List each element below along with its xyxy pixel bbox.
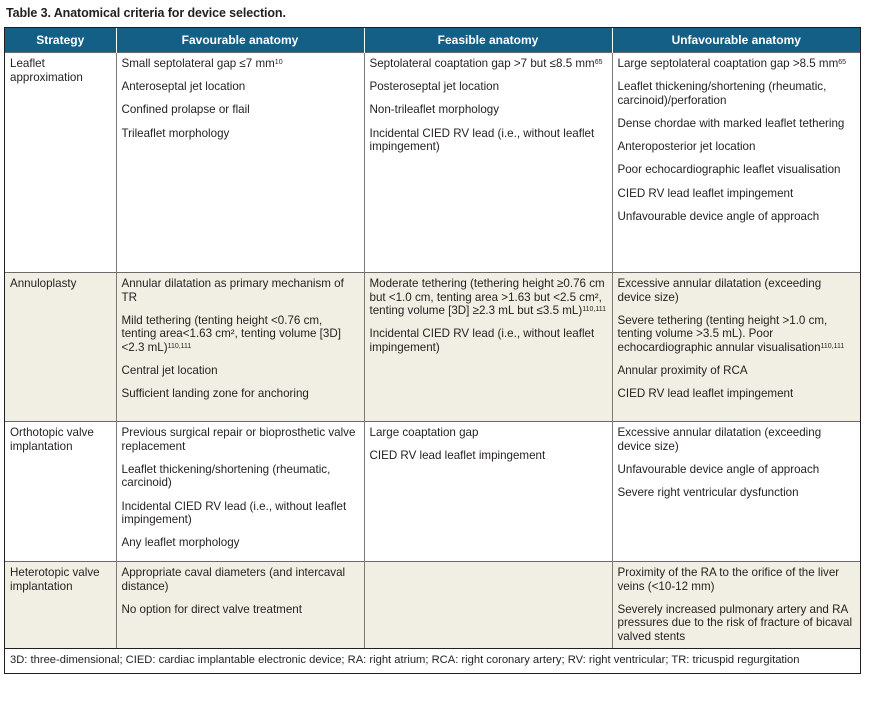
criterion-text: CIED RV lead leaflet impingement <box>617 387 794 401</box>
criterion-item <box>122 314 359 355</box>
criterion-item <box>618 463 856 477</box>
criterion-text: Excessive annular dilatation (exceeding device size) <box>617 426 822 453</box>
criterion-text: Mild tethering (tenting height <0.76 cm, tenting area<1.63 cm², tenting volume [3D] <2.3 mL) <box>121 313 341 354</box>
criterion-text: Poor echocardiographic leaflet visualisation <box>617 163 841 177</box>
strategy-cell: Annuloplasty <box>5 273 116 422</box>
criterion-item <box>618 210 856 224</box>
header-favourable: Favourable anatomy <box>116 28 364 53</box>
criterion-text: Severe right ventricular dysfunction <box>617 485 799 499</box>
criterion-text: Dense chordae with marked leaflet tethering <box>617 116 845 130</box>
strategy-cell: Orthotopic valve implantation <box>5 422 116 562</box>
header-strategy: Strategy <box>5 28 116 53</box>
criterion-text: Unfavourable device angle of approach <box>617 209 820 223</box>
criterion-item <box>618 314 856 355</box>
criterion-item <box>618 364 856 378</box>
feasible-cell <box>364 562 612 649</box>
criterion-text: Large coaptation gap <box>369 426 479 439</box>
reference-superscript: 110,111 <box>582 306 606 314</box>
feasible-cell <box>364 53 612 273</box>
criterion-text: No option for direct valve treatment <box>121 602 302 616</box>
criterion-item <box>370 426 607 440</box>
criterion-item <box>122 80 359 94</box>
strategy-cell: Heterotopic valve implantation <box>5 562 116 649</box>
table-title: Table 3. Anatomical criteria for device selection. <box>6 6 286 20</box>
criterion-item <box>370 277 607 318</box>
criterion-text: CIED RV lead leaflet impingement <box>369 449 546 463</box>
criterion-item <box>618 387 856 401</box>
criterion-text: Leaflet thickening/shortening (rheumatic, carcinoid)/perforation <box>617 80 827 107</box>
criterion-item <box>618 80 856 107</box>
criterion-text: Septolateral coaptation gap >7 but ≤8.5 mm <box>369 57 595 70</box>
favourable-cell <box>116 422 364 562</box>
header-unfavourable: Unfavourable anatomy <box>612 28 860 53</box>
criterion-item <box>122 103 359 117</box>
criterion-item <box>370 57 607 71</box>
criterion-text: Small septolateral gap ≤7 mm <box>121 57 275 70</box>
table-row <box>5 273 860 422</box>
criterion-text: CIED RV lead leaflet impingement <box>617 186 794 200</box>
table-footnote: 3D: three-dimensional; CIED: cardiac implantable electronic device; RA: right atrium; RCA: right coronary artery; RV: right ventricular; TR: tricuspid regurgitation <box>5 648 860 673</box>
table-row <box>5 53 860 273</box>
criterion-item <box>618 603 856 644</box>
criterion-item <box>618 566 856 593</box>
table-header-row <box>5 28 860 53</box>
criterion-item <box>122 426 359 453</box>
criterion-text: Annular dilatation as primary mechanism of TR <box>121 277 344 304</box>
criterion-item <box>122 566 359 593</box>
criterion-item <box>370 449 607 463</box>
criterion-text: Unfavourable device angle of approach <box>617 462 820 476</box>
criterion-text: Proximity of the RA to the orifice of the liver veins (<10-12 mm) <box>617 566 840 593</box>
criterion-item <box>370 103 607 117</box>
criterion-item <box>122 364 359 378</box>
criterion-item <box>618 163 856 177</box>
unfavourable-cell <box>612 422 860 562</box>
criterion-item <box>122 463 359 490</box>
criterion-text: Central jet location <box>121 364 218 378</box>
feasible-cell <box>364 273 612 422</box>
criterion-item <box>618 187 856 201</box>
criterion-item <box>122 57 359 71</box>
criterion-item <box>618 426 856 453</box>
reference-superscript: 65 <box>838 59 847 66</box>
table-row <box>5 562 860 649</box>
criterion-item <box>122 387 359 401</box>
criterion-item <box>122 277 359 304</box>
criterion-text: Severe tethering (tenting height >1.0 cm, tenting volume >3.5 mL). Poor echocardiographic annular visualisation <box>617 313 828 354</box>
criterion-item <box>122 536 359 550</box>
criterion-text: Anteroseptal jet location <box>121 80 246 94</box>
table-row <box>5 422 860 562</box>
criterion-text: Appropriate caval diameters (and intercaval distance) <box>121 566 346 593</box>
unfavourable-cell <box>612 562 860 649</box>
criterion-item <box>370 80 607 94</box>
criterion-item <box>122 603 359 617</box>
criterion-text: Any leaflet morphology <box>121 536 240 550</box>
criterion-item <box>618 486 856 500</box>
reference-superscript: 10 <box>274 59 283 66</box>
criterion-item <box>122 127 359 141</box>
criterion-text: Moderate tethering (tethering height ≥0.76 cm but <1.0 cm, tenting area >1.63 but <2.5 cm², tenting volume [3D] ≥2.3 mL but ≤3.5 mL) <box>369 277 605 318</box>
unfavourable-cell <box>612 273 860 422</box>
favourable-cell <box>116 273 364 422</box>
criterion-item <box>618 117 856 131</box>
criterion-item <box>370 127 607 154</box>
reference-superscript: 110,111 <box>167 342 192 350</box>
criterion-text: Leaflet thickening/shortening (rheumatic, carcinoid) <box>121 462 331 490</box>
strategy-cell: Leaflet approximation <box>5 53 116 273</box>
criterion-text: Sufficient landing zone for anchoring <box>121 387 309 401</box>
criterion-item <box>370 327 607 354</box>
criterion-item <box>122 500 359 527</box>
criterion-text: Previous surgical repair or bioprosthetic valve replacement <box>121 426 356 453</box>
criterion-text: Non-trileaflet morphology <box>369 103 500 117</box>
reference-superscript: 65 <box>594 59 603 66</box>
criterion-text: Large septolateral coaptation gap >8.5 mm <box>617 57 839 70</box>
criterion-text: Incidental CIED RV lead (i.e., without leaflet impingement) <box>369 327 595 354</box>
criterion-text: Confined prolapse or flail <box>121 103 250 117</box>
criterion-item <box>618 57 856 71</box>
criterion-text: Annular proximity of RCA <box>617 364 748 378</box>
header-feasible: Feasible anatomy <box>364 28 612 53</box>
criterion-text: Severely increased pulmonary artery and RA pressures due to the risk of fracture of bicaval valved stents <box>617 602 853 643</box>
criterion-text: Posteroseptal jet location <box>369 80 500 94</box>
criterion-item <box>618 277 856 304</box>
feasible-cell <box>364 422 612 562</box>
criteria-table-container <box>4 27 861 674</box>
criterion-text: Trileaflet morphology <box>121 126 230 140</box>
criteria-table <box>5 28 860 648</box>
criterion-text: Anteroposterior jet location <box>617 140 756 154</box>
criterion-item <box>618 140 856 154</box>
criterion-text: Incidental CIED RV lead (i.e., without leaflet impingement) <box>369 126 595 154</box>
criterion-text: Excessive annular dilatation (exceeding device size) <box>617 277 822 304</box>
favourable-cell <box>116 562 364 649</box>
criterion-text: Incidental CIED RV lead (i.e., without leaflet impingement) <box>121 499 347 527</box>
unfavourable-cell <box>612 53 860 273</box>
reference-superscript: 110,111 <box>820 342 845 350</box>
favourable-cell <box>116 53 364 273</box>
